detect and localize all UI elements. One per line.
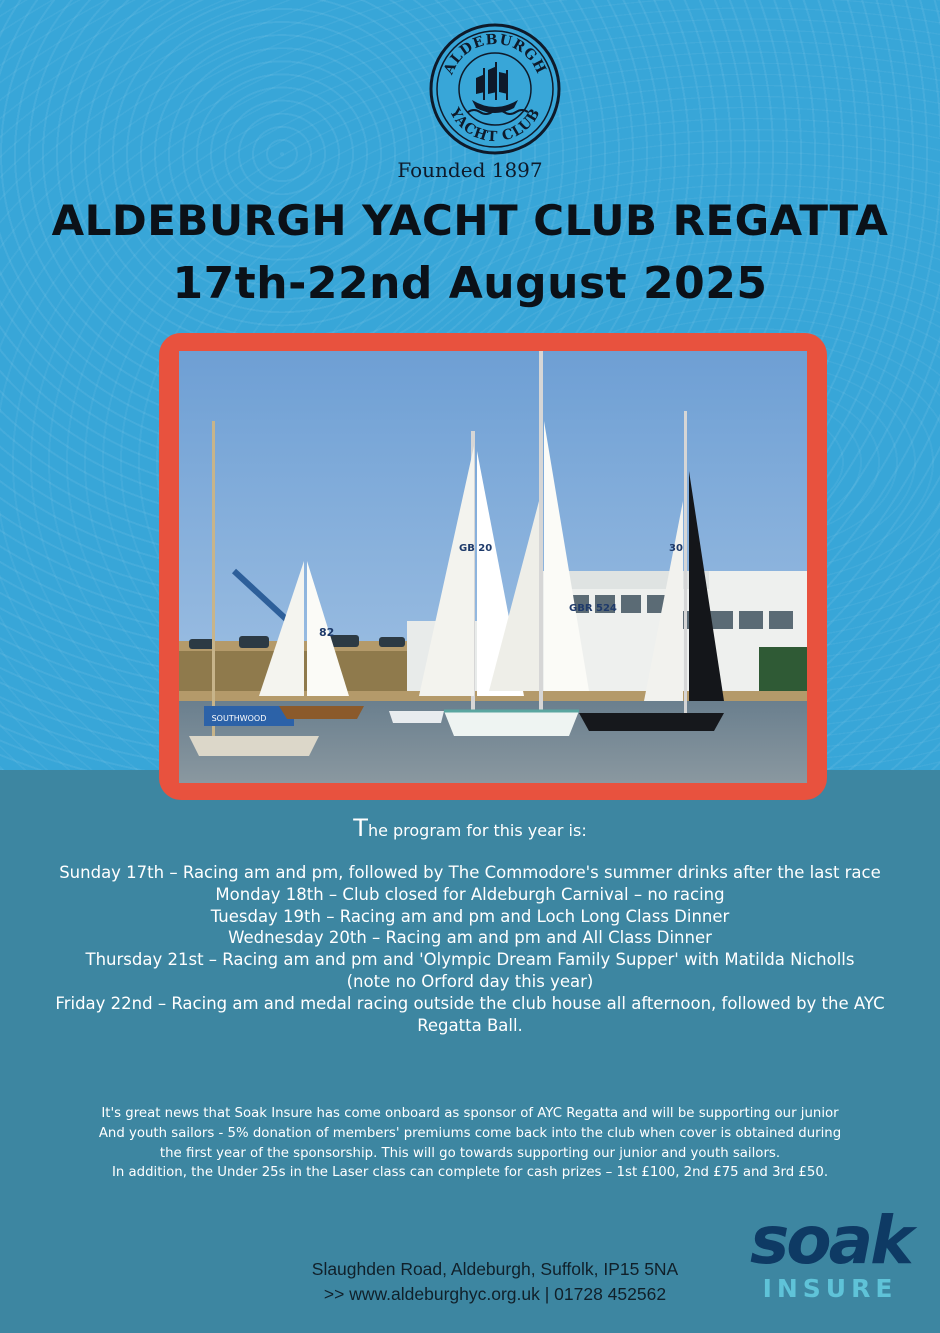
club-address: Slaughden Road, Aldeburgh, Suffolk, IP15 5NA [311, 1259, 679, 1279]
sail-number-gbr524: GBR 524 [569, 603, 617, 614]
sponsor-line: It's great news that Soak Insure has come onboard as sponsor of AYC Regatta and will be supporting our junior [101, 1106, 839, 1121]
program-intro-text: he program for this year is: [367, 821, 587, 840]
sponsor-line: the first year of the sponsorship. This will go towards supporting our junior and youth sailors. [159, 1145, 781, 1161]
soak-insure-logo [750, 1202, 912, 1308]
regatta-photo [179, 351, 807, 783]
boat-name: SOUTHWOOD [211, 714, 267, 723]
sponsor-line: And youth sailors - 5% donation of members' premiums come back into the club when cover is obtained during [98, 1125, 842, 1141]
soak-logo-sub: INSURE [762, 1274, 898, 1303]
regatta-title: ALDEBURGH YACHT CLUB REGATTA [51, 196, 889, 245]
schedule-line-thursday: Thursday 21st – Racing am and pm and 'Olympic Dream Family Supper' with Matilda Nicholls [85, 950, 855, 970]
club-address-block [260, 1257, 730, 1307]
crest-text-top: ALDEBURGH [440, 31, 550, 77]
schedule-list [30, 862, 910, 1036]
crest-text-bottom: YACHT CLUB [446, 105, 544, 146]
sail-number-82: 82 [319, 626, 335, 639]
schedule-line-friday: Friday 22nd – Racing am and medal racing outside the club house all afternoon, followed by the AYC Regatta Ball. [55, 993, 885, 1035]
regatta-dates: 17th-22nd August 2025 [172, 258, 768, 309]
club-contact-link[interactable]: >> www.aldeburghyc.org.uk | 01728 452562 [323, 1284, 667, 1304]
schedule-line-sunday: Sunday 17th – Racing am and pm, followed by The Commodore's summer drinks after the last race [59, 863, 881, 882]
founded-year: Founded 1897 [397, 158, 543, 182]
photo-frame [159, 333, 827, 800]
schedule-line-wednesday: Wednesday 20th – Racing am and pm and All Class Dinner [228, 928, 712, 948]
sponsor-line: In addition, the Under 25s in the Laser class can complete for cash prizes – 1st £100, 2nd £75 and 3rd £50. [111, 1165, 829, 1181]
schedule-line-monday: Monday 18th – Club closed for Aldeburgh Carnival – no racing [215, 884, 725, 904]
program-intro-initial: T [353, 814, 368, 842]
schedule-line-tuesday: Tuesday 19th – Racing am and pm and Loch Long Class Dinner [210, 906, 730, 926]
sponsor-paragraph [30, 1104, 910, 1183]
program-intro [0, 814, 940, 842]
sail-number-gb20: GB 20 [459, 543, 493, 554]
club-crest-logo [428, 22, 562, 156]
sail-number-30: 30 [669, 543, 683, 554]
soak-logo-word: soak [750, 1202, 912, 1279]
schedule-line-thursday-note: (note no Orford day this year) [346, 971, 594, 991]
